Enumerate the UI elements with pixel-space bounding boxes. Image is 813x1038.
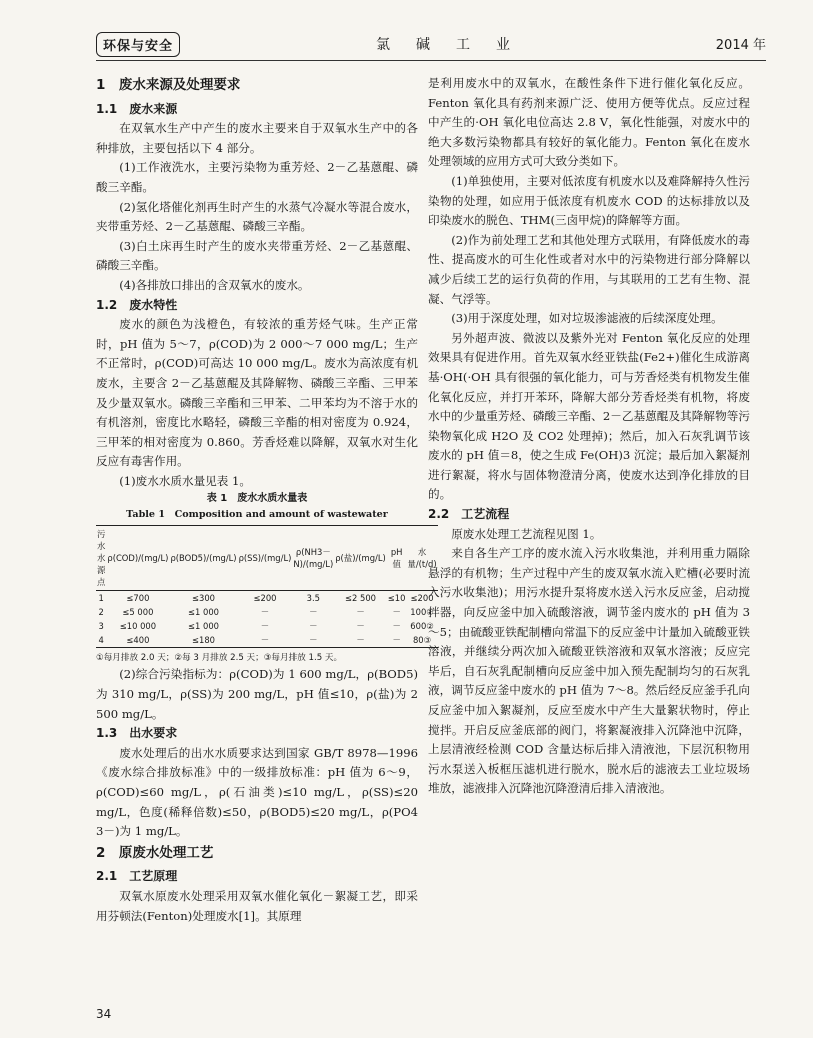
table-cell: 100① bbox=[410, 607, 434, 618]
section-1-title: 1 废水来源及处理要求 bbox=[96, 77, 241, 93]
table-cell: － bbox=[292, 633, 334, 648]
table-cell: 4 bbox=[96, 633, 106, 648]
table-cell: － bbox=[260, 621, 270, 632]
table-cell: 1 bbox=[98, 593, 104, 604]
paragraph: 是利用废水中的双氧水，在酸性条件下进行催化氧化反应。Fenton 氧化具有药剂来源广泛、使用方便等优点。反应过程中产生的·OH 氧化电位高达 2.8 V，氧化性能强，对废水中的绝大多数污染物都具有较好的氧化能力。Fenton 氧化在废水处理领域的应用方式可大致分类如下。 bbox=[428, 76, 750, 169]
table-cell: ≤300 bbox=[192, 593, 216, 604]
table-row bbox=[96, 619, 438, 633]
table-header-cell: 水量/(t/d) bbox=[406, 526, 437, 591]
right-column bbox=[428, 74, 750, 799]
table-row bbox=[96, 591, 438, 606]
paragraph: (1)废水水质水量见表 1。 bbox=[119, 473, 252, 488]
paragraph: (3)白土床再生时产生的废水夹带重芳烃、2－乙基蒽醌、磷酸三辛酯。 bbox=[96, 238, 418, 273]
table-cell: 600② bbox=[410, 621, 434, 632]
water-quality-table bbox=[96, 525, 438, 648]
table-cell: ≤5 000 bbox=[122, 607, 154, 618]
paragraph: (2)综合污染指标为：ρ(COD)为 1 600 mg/L，ρ(BOD5)为 310 mg/L，ρ(SS)为 200 mg/L，pH 值≤10，ρ(盐)为 2 500 mg/L。 bbox=[96, 667, 418, 721]
table-header-cell: pH 值 bbox=[387, 526, 407, 591]
table-cell: － bbox=[334, 633, 387, 648]
paragraph: 废水处理后的出水水质要求达到国家 GB/T 8978—1996《废水综合排放标准》中的一级排放标准：pH 值为 6～9，ρ(COD)≤60 mg/L，ρ(石油类)≤10 mg/L，ρ(SS)≤20 mg/L，色度(稀释倍数)≤50，ρ(BOD5)≤20 mg/L，ρ(PO4 3－)为 1 mg/L。 bbox=[96, 745, 418, 839]
table-cell: － bbox=[309, 607, 318, 618]
paragraph: 原废水处理工艺流程见图 1。 bbox=[451, 526, 602, 541]
section-badge: 环保与安全 bbox=[96, 32, 180, 57]
table-cell: ≤400 bbox=[106, 633, 169, 648]
table-cell: 3.5 bbox=[306, 593, 320, 604]
table-header-cell: ρ(BOD5)/(mg/L) bbox=[169, 526, 237, 591]
table-cell: － bbox=[356, 607, 365, 618]
section-2-2-title: 2.2 工艺流程 bbox=[428, 507, 510, 522]
paragraph: 废水的颜色为浅橙色，有较浓的重芳烃气味。生产正常时，pH 值为 5～7，ρ(COD)为 2 000～7 000 mg/L；生产不正常时，ρ(COD)可高达 10 000 mg/L。废水为高浓度有机废水，主要含 2－乙基蒽醌及其降解物、磷酸三辛酯、三甲苯及少量双氧水。磷酸三辛酯和三甲苯、二甲苯均为不溶于水的有机溶剂，密度比水略轻，磷酸三辛酯的相对密度为 0.924，三甲苯的相对密度为 0.860。芳香烃难以降解，双氧水对生化反应有毒害作用。 bbox=[96, 317, 418, 469]
paragraph: (1)工作液洗水，主要污染物为重芳烃、2－乙基蒽醌、磷酸三辛酯。 bbox=[96, 160, 418, 194]
table-header-cell: ρ(盐)/(mg/L) bbox=[334, 526, 387, 591]
table-header-cell: ρ(SS)/(mg/L) bbox=[238, 526, 293, 591]
table-row bbox=[96, 605, 438, 619]
table-footnote: ①每月排放 2.0 天；②每 3 月排放 2.5 天；③每月排放 1.5 天。 bbox=[96, 653, 343, 664]
table-cell: ≤10 000 bbox=[119, 621, 157, 632]
table-header-row bbox=[96, 526, 438, 591]
issue-year: 2014 年 bbox=[715, 38, 766, 53]
table-row bbox=[96, 633, 438, 648]
left-column bbox=[96, 74, 437, 926]
table-cell: － bbox=[356, 621, 365, 632]
page-header bbox=[96, 32, 766, 61]
table-cell: ≤10 bbox=[387, 593, 406, 604]
section-2-title: 2 原废水处理工艺 bbox=[96, 844, 214, 861]
table-header-cell: ρ(COD)/(mg/L) bbox=[106, 526, 169, 591]
paragraph: (2)氢化塔催化剂再生时产生的水蒸气冷凝水等混合废水，夹带重芳烃、2－乙基蒽醌、磷酸三辛酯。 bbox=[96, 199, 418, 234]
table-cell: － bbox=[238, 633, 293, 648]
table-cell: ≤700 bbox=[126, 593, 150, 604]
table-cell: － bbox=[387, 633, 407, 648]
table-cell: － bbox=[309, 621, 318, 632]
table-cell: ≤1 000 bbox=[188, 621, 219, 632]
table-cell: ≤180 bbox=[169, 633, 237, 648]
table-header-cell: ρ(NH3－N)/(mg/L) bbox=[292, 526, 334, 591]
table-cell: 2 bbox=[98, 607, 104, 618]
table-caption-cn: 表 1 废水水质水量表 bbox=[206, 493, 308, 505]
table-cell: ≤200 bbox=[410, 593, 434, 604]
table-cell: 80③ bbox=[406, 633, 437, 648]
paragraph: 来自各生产工序的废水流入污水收集池，并利用重力隔除悬浮的有机物；生产过程中产生的废双氧水流入贮槽(必要时流入污水收集池)；用污水提升泵将废水送入污水反应釜，启动搅拌器，向反应釜中加入硫酸溶液，调节釜内废水的 pH 值为 3～5；由硫酸亚铁配制槽向常温下的反应釜中计量加入硫酸亚铁溶液，并继续分两次加入硫酸亚铁溶液和双氧水溶液；反应完毕后，自石灰乳配制槽向反应釜中加入预先配制均匀的石灰乳液，调节反应釜中废水的 pH 值为 7～8。然后经反应釜手孔向反应釜中加入絮凝剂，反应至废水中产生大量絮状物时，停止搅拌。开启反应釜底部的阀门，将絮凝液排入沉降池中沉降，上层清液经检测 COD 含量达标后排入清液池，下层沉积物用污水泵送入板框压滤机进行脱水，脱水后的滤液去工业垃圾场堆放，滤液排入沉降池沉降澄清后排入清液池。 bbox=[428, 546, 750, 796]
table-cell: － bbox=[392, 607, 401, 618]
paragraph: (1)单独使用，主要对低浓度有机废水以及难降解持久性污染物的处理，如应用于低浓度有机废水 COD 的达标排放以及印染废水的脱色、THM(三卤甲烷)的降解等方面。 bbox=[428, 173, 750, 228]
paragraph: 另外超声波、微波以及紫外光对 Fenton 氧化反应的处理效果具有促进作用。首先双氧水经亚铁盐(Fe2+)催化生成游离基·OH(·OH 具有很强的氧化能力，可与芳香烃类有机物发生催化氧化反应，并打开苯环，降解大部分芳香烃类有机物，将废水中的少量重芳烃、磷酸三辛酯、2－乙基蒽醌及其降解物等污染物氧化成 H2O 及 CO2 处理掉)；然后，加入石灰乳调节该废水的 pH 值＝8，使之生成 Fe(OH)3 沉淀；最后加入絮凝剂进行絮凝，将水与固体物澄清分离，使废水达到净化排放的目的。 bbox=[428, 330, 750, 502]
table-cell: ≤200 bbox=[253, 593, 277, 604]
table-cell: ≤2 500 bbox=[345, 593, 376, 604]
table-cell: 3 bbox=[98, 621, 104, 632]
journal-name: 氯碱工业 bbox=[376, 37, 536, 53]
paragraph: (2)作为前处理工艺和其他处理方式联用，有降低废水的毒性、提高废水的可生化性或者对水中的污染物进行部分降解以减少后续工艺的运行负荷的作用，与其联用的工艺有生物、混凝、气浮等。 bbox=[428, 232, 750, 306]
section-2-1-title: 2.1 工艺原理 bbox=[96, 869, 178, 884]
table-caption-en: Table 1 Composition and amount of wastewater bbox=[126, 509, 388, 521]
paragraph: (3)用于深度处理，如对垃圾渗滤液的后续深度处理。 bbox=[451, 311, 723, 326]
paragraph: 在双氧水生产中产生的废水主要来自于双氧水生产中的各种排放，主要包括以下 4 部分。 bbox=[96, 121, 418, 155]
section-1-3-title: 1.3 出水要求 bbox=[96, 726, 178, 741]
paragraph: (4)各排放口排出的含双氧水的废水。 bbox=[119, 277, 310, 292]
table-cell: ≤1 000 bbox=[188, 607, 219, 618]
table-header-cell: 污水水源点 bbox=[96, 526, 106, 591]
section-1-1-title: 1.1 废水来源 bbox=[96, 101, 178, 116]
table-cell: － bbox=[392, 621, 401, 632]
section-1-2-title: 1.2 废水特性 bbox=[96, 297, 178, 312]
paragraph: 双氧水原废水处理采用双氧水催化氧化－絮凝工艺，即采用芬顿法(Fenton)处理废水[1]。其原理 bbox=[96, 889, 418, 923]
page-number: 34 bbox=[96, 1007, 112, 1021]
table-cell: － bbox=[260, 607, 270, 618]
